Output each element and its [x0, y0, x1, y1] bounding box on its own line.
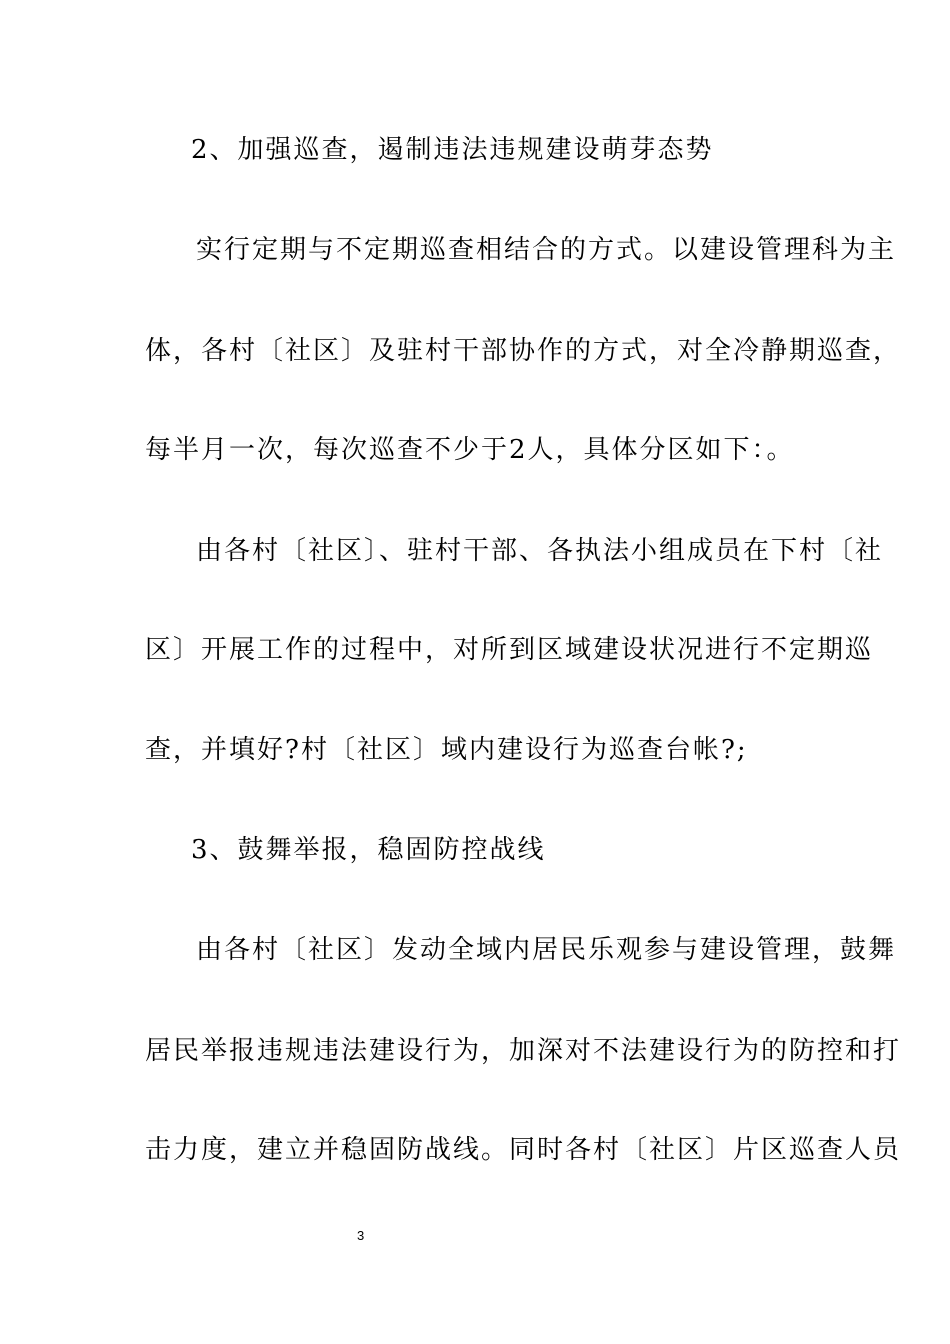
paragraph-line: 由各村〔社区〕、驻村干部、各执法小组成员在下村〔社	[196, 536, 884, 566]
section-heading-2: 2、加强巡查，遏制违法违规建设萌芽态势	[191, 135, 714, 165]
paragraph-line: 体，各村〔社区〕及驻村干部协作的方式，对全冷静期巡查，	[145, 336, 902, 366]
paragraph-line: 实行定期与不定期巡查相结合的方式。以建设管理科为主	[196, 235, 897, 265]
section-heading-3: 3、鼓舞举报，稳固防控战线	[191, 835, 546, 865]
paragraph-line: 居民举报违规违法建设行为，加深对不法建设行为的防控和打	[145, 1036, 902, 1066]
paragraph-line: 击力度，建立并稳固防战线。同时各村〔社区〕片区巡查人员	[145, 1135, 902, 1165]
page-number: 3	[357, 1228, 365, 1243]
paragraph-line: 由各村〔社区〕发动全域内居民乐观参与建设管理，鼓舞	[196, 935, 897, 965]
paragraph-line: 区〕开展工作的过程中，对所到区域建设状况进行不定期巡	[145, 635, 874, 665]
paragraph-line: 每半月一次，每次巡查不少于2人，具体分区如下：。	[145, 435, 795, 465]
paragraph-line: 查，并填好?村〔社区〕域内建设行为巡查台帐?;	[145, 735, 748, 765]
